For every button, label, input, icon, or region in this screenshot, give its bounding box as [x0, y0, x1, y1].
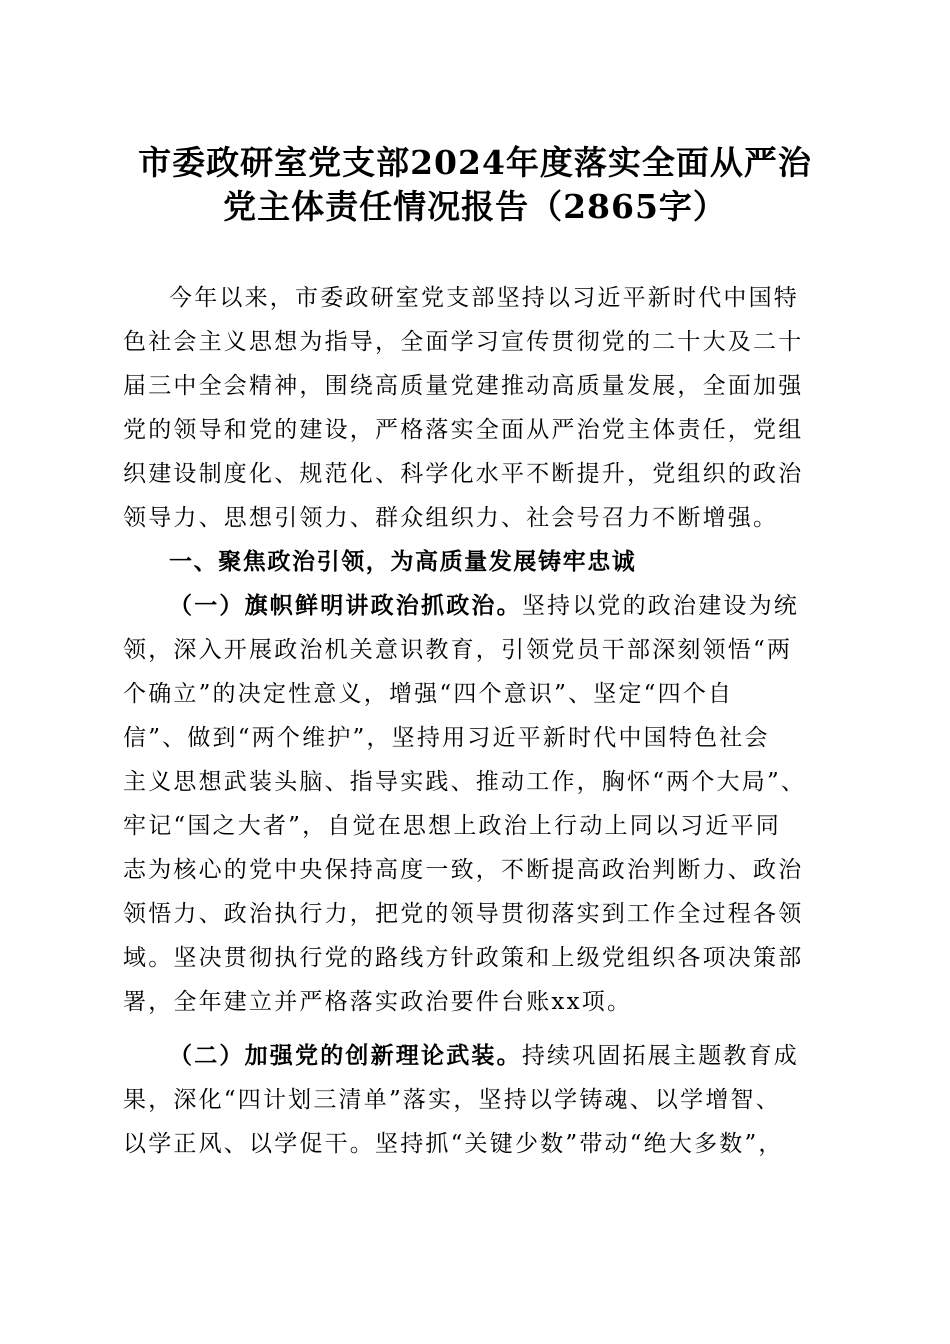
section-1-item-2-line: 果，深化“四计划三清单”落实，坚持以学铸魂、以学增智、 — [123, 1087, 781, 1113]
section-1-item-1-line: 信”、做到“两个维护”，坚持用习近平新时代中国特色社会 — [123, 725, 770, 751]
intro-line-1: 今年以来，市委政研室党支部坚持以习近平新时代中国特 — [169, 285, 799, 311]
section-1-item-1-line: 署，全年建立并严格落实政治要件台账xx项。 — [123, 989, 633, 1015]
section-1-item-2-line: 以学正风、以学促干。坚持抓“关键少数”带动“绝大多数”， — [123, 1131, 784, 1157]
section-1-item-1-first-rest: 坚持以党的政治建设为统 — [521, 593, 800, 619]
intro-line-3: 届三中全会精神，围绕高质量党建推动高质量发展，全面加强 — [123, 373, 804, 399]
section-1-item-1-first-line — [169, 584, 829, 628]
section-1-item-2-head: （二）加强党的创新理论武装。 — [169, 1043, 522, 1069]
intro-line-6: 领导力、思想引领力、群众组织力、社会号召力不断增强。 — [123, 505, 779, 531]
document-title-line-2: 党主体责任情况报告（2865字） — [223, 187, 727, 226]
section-1-item-1-line: 牢记“国之大者”，自觉在思想上政治上行动上同以习近平同 — [123, 813, 781, 839]
section-1-item-2-first-line — [169, 1034, 829, 1078]
section-1-item-1-line: 主义思想武装头脑、指导实践、推动工作，胸怀“两个大局”、 — [123, 769, 807, 795]
intro-line-2: 色社会主义思想为指导，全面学习宣传贯彻党的二十大及二十 — [123, 329, 804, 355]
section-1-item-1-line: 领，深入开展政治机关意识教育，引领党员干部深刻领悟“两 — [123, 637, 793, 663]
section-1-item-1-line: 志为核心的党中央保持高度一致，不断提高政治判断力、政治 — [123, 857, 804, 883]
intro-line-5: 织建设制度化、规范化、科学化水平不断提升，党组织的政治 — [123, 461, 804, 487]
intro-line-4: 党的领导和党的建设，严格落实全面从严治党主体责任，党组 — [123, 417, 804, 443]
section-1-item-1-line: 域。坚决贯彻执行党的路线方针政策和上级党组织各项决策部 — [123, 945, 804, 971]
document-title-line-1: 市委政研室党支部2024年度落实全面从严治 — [138, 143, 812, 182]
section-1-item-2-first-rest: 持续巩固拓展主题教育成 — [521, 1043, 800, 1069]
section-1-heading: 一、聚焦政治引领，为高质量发展铸牢忠诚 — [169, 549, 637, 575]
section-1-item-1-line: 个确立”的决定性意义，增强“四个意识”、坚定“四个自 — [123, 681, 734, 707]
section-1-item-1-line: 领悟力、政治执行力，把党的领导贯彻落实到工作全过程各领 — [123, 901, 804, 927]
section-1-item-1-head: （一）旗帜鲜明讲政治抓政治。 — [169, 593, 522, 619]
